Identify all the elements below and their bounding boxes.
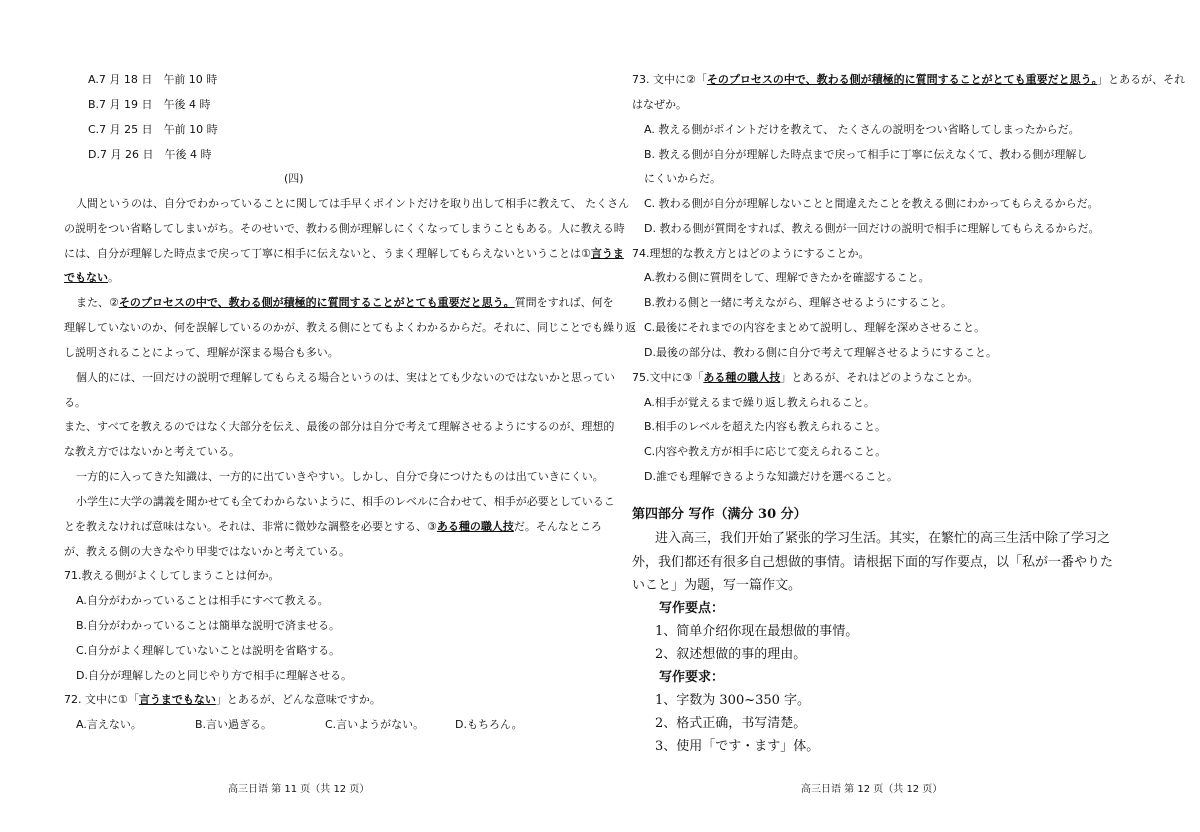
question-71-option-a: A.自分がわかっていることは相手にすべて教える。: [76, 594, 329, 607]
question-73-option-b: B. 教える側が自分が理解した時点まで戻って相手に丁寧に伝えなくて、教わる側が理解し: [644, 148, 1088, 161]
writing-requirement: 1、字数为 300~350 字。: [655, 693, 811, 708]
question-72-option-a: A.言えない。: [76, 718, 142, 731]
question-73-option-b-cont: にくいからだ。: [644, 172, 721, 185]
right-page: [600, 0, 1200, 832]
question-72-options: [0, 718, 600, 732]
question-75-option-b: B.相手のレベルを超えた内容も教えられること。: [644, 420, 887, 433]
emphasis-q75: ある種の職人技: [703, 371, 781, 384]
writing-requirement: 2、格式正确，书写清楚。: [655, 716, 807, 731]
question-75-option-c: C.内容や教え方が相手に応じて変えられること。: [644, 445, 887, 458]
question-73-stem-cont: はなぜか。: [632, 98, 687, 111]
question-74-option-c: C.最後にそれまでの内容をまとめて説明し、理解を深めさせること。: [644, 321, 986, 334]
question-74-option-a: A.教わる側に質問をして、理解できたかを確認すること。: [644, 271, 930, 284]
option-70-b: B.7 月 19 日 午後 4 時: [88, 98, 211, 111]
emphasis-1-cont: でもない: [64, 271, 108, 284]
part4-intro-line: いこと」为题，写一篇作文。: [632, 578, 802, 593]
passage-line: 小学生に大学の講義を聞かせても全てわからないように、相手のレベルに合わせて、相手が必要としているこ: [76, 495, 615, 508]
passage-line: には、自分が理解した時点まで戻って丁寧に相手に伝えないと、うまく理解してもらえないということは①言うま: [64, 247, 624, 260]
part4-intro-line: 进入高三，我们开始了紧张的学习生活。其实，在繁忙的高三生活中除了学习之: [655, 531, 1111, 546]
passage-line: また、すべてを教えるのではなく大部分を伝え、最後の部分は自分で考えて理解させるようにするのが、理想的: [64, 420, 615, 433]
emphasis-q72: 言うまでもない: [138, 693, 216, 706]
question-71-stem: 71.教える側がよくしてしまうことは何か。: [64, 569, 280, 582]
question-73-option-d: D. 教わる側が質問をすれば、教える側が一回だけの説明で相手に理解してもらえるからだ。: [644, 222, 1100, 235]
question-75-stem: 75.文中に③「ある種の職人技」とあるが、それはどのようなことか。: [632, 371, 979, 384]
question-71-option-c: C.自分がよく理解していないことは説明を省略する。: [76, 644, 341, 657]
question-71-option-b: B.自分がわかっていることは簡単な説明で済ませる。: [76, 619, 341, 632]
question-75-option-d: D.誰でも理解できるような知識だけを選べること。: [644, 470, 898, 483]
writing-point: 2、叙述想做的事的理由。: [655, 647, 807, 662]
part4-intro-line: 外，我们都还有很多自己想做的事情。请根据下面的写作要点，以「私が一番やりた: [632, 555, 1114, 570]
question-72-stem: 72. 文中に①「言うまでもない」とあるが、どんな意味ですか。: [64, 693, 381, 706]
emphasis-q73: そのプロセスの中で、教わる側が積極的に質問することがとても重要だと思う。: [706, 73, 1098, 86]
question-74-option-b: B.教わる側と一緒に考えながら、理解させるようにすること。: [644, 296, 953, 309]
passage-line: の説明をつい省略してしまいがち。そのせいで、教わる側が理解しにくくなってしまうこともある。人に教える時: [64, 222, 625, 235]
passage-line: でもない。: [64, 271, 119, 284]
question-73-option-c: C. 教わる側が自分が理解しないことと間違えたことを教える側にわかってもらえるからだ。: [644, 197, 1099, 210]
question-74-stem: 74.理想的な教え方とはどのようにすることか。: [632, 247, 870, 260]
emphasis-2: そのプロセスの中で、教わる側が積極的に質問することがとても重要だと思う。: [118, 296, 515, 309]
passage-line: 個人的には、一回だけの説明で理解してもらえる場合というのは、実はとても少ないのではないかと思ってい: [76, 371, 615, 384]
writing-points-title: 写作要点：: [659, 601, 725, 616]
question-72-option-d: D.もちろん。: [455, 718, 523, 731]
question-72-option-b: B.言い過ぎる。: [195, 718, 273, 731]
question-75-option-a: A.相手が覚えるまで繰り返し教えられること。: [644, 396, 875, 409]
emphasis-3: ある種の職人技: [436, 520, 514, 533]
writing-requirements-title: 写作要求：: [659, 670, 725, 685]
emphasis-1: 言うま: [590, 247, 624, 260]
passage-line: 一方的に入ってきた知識は、一方的に出ていきやすい。しかし、自分で身につけたものは出ていきにくい。: [76, 470, 604, 483]
passage-line: る。: [64, 396, 86, 409]
question-73-stem: 73. 文中に②「そのプロセスの中で、教わる側が積極的に質問することがとても重要だと思う。」とあるが、それ: [632, 73, 1186, 86]
passage-line: 理解していないのか、何を誤解しているのかが、教える側にとてもよくわかるからだ。それに、同じことでも繰り返: [64, 321, 636, 334]
passage-line: 人間というのは、自分でわかっていることに関しては手早くポイントだけを取り出して相手に教えて、 たくさん: [76, 197, 630, 210]
passage-line: とを教えなければ意味はない。それは、非常に微妙な調整を必要とする、③ある種の職人技だ。そんなところ: [64, 520, 602, 533]
question-71-option-d: D.自分が理解したのと同じやり方で相手に理解させる。: [76, 669, 352, 682]
question-73-option-a: A. 教える側がポイントだけを教えて、 たくさんの説明をつい省略してしまったからだ。: [644, 123, 1080, 136]
option-70-a: A.7 月 18 日 午前 10 時: [88, 73, 218, 86]
passage-line: が、教える側の大きなやり甲斐ではないかと考えている。: [64, 545, 350, 558]
passage-line: また、②そのプロセスの中で、教わる側が積極的に質問することがとても重要だと思う。質問をすれば、何を: [76, 296, 614, 309]
question-72-option-c: C.言いようがない。: [325, 718, 425, 731]
question-74-option-d: D.最後の部分は、教わる側に自分で考えて理解させるようにすること。: [644, 346, 997, 359]
option-70-c: C.7 月 25 日 午前 10 時: [88, 123, 218, 136]
page-footer: 高三日语 第 11 页（共 12 页）: [228, 784, 370, 795]
passage-line: し説明されることによって、理解が深まる場合も多い。: [64, 346, 339, 359]
page-footer: 高三日语 第 12 页（共 12 页）: [801, 784, 943, 795]
writing-requirement: 3、使用「です・ます」体。: [655, 739, 820, 754]
section-title: (四): [284, 172, 304, 185]
option-70-d: D.7 月 26 日 午後 4 時: [88, 148, 212, 161]
passage-line: な教え方ではないかと考えている。: [64, 445, 240, 458]
writing-point: 1、简单介绍你现在最想做的事情。: [655, 624, 859, 639]
part4-title: 第四部分 写作（满分 30 分）: [632, 507, 807, 522]
